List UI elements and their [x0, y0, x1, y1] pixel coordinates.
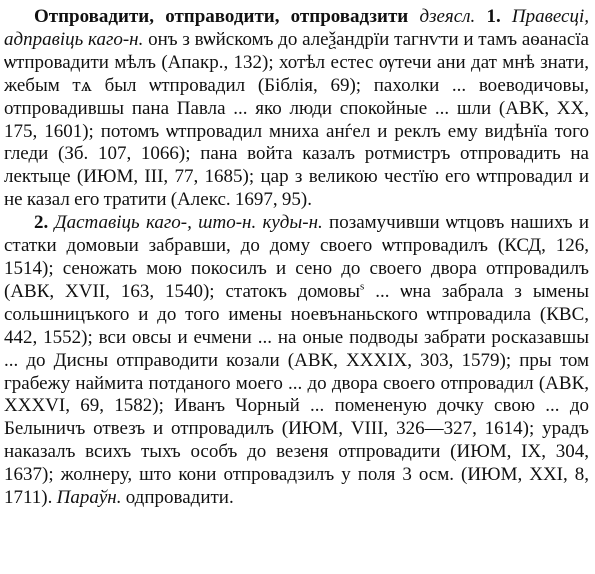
- part-of-speech: дзеясл.: [419, 6, 476, 27]
- sense-citations: онъ з вѡйскомъ до алеѯандрїи тагнѵти и тамъ аѳанасїа ѡтпровадити мѣлъ (Апакр., 132); хотѣл естес ѹтечи ани дат мнѣ знати, жебым тѧ был ѡтпровадил (Біблія, 69); пахолки ... воеводичовы, отпровадившы пана Павла ... яко люди спокойные ... шли (АВК, XX, 175, 1601); потомъ ѡтпровадил мниха анѓел и реклъ ему видѣнїа того гледи (Зб. 107, 1066); пана войта казалъ ротмистръ отпровадить на лектыце (ИЮМ, III, 77, 1685); цар з великою честїю его ѡтпровадил и не казал его тратити (Алекс. 1697, 95).: [4, 28, 589, 211]
- sense-citations-continued: ... ѡна забрала з ымены сольшницъкого и до того имены ноевънаньского ѡтпровадила (КВС, 442, 1552); вси овсы и ечмени ... на оные подводы забрати росказавшы ... до Дисны отправодити козали (АВК, XXXIX, 303, 1579); пры том грабежу наймита потданого моего ... до двора своего отпровадил (АВК, XXXVI, 69, 1582); Иванъ Чорный ... помененую дочку свою ... до Белыничъ отвезъ и отпровадилъ (ИЮМ, VIII, 326—327, 1614); урадъ наказалъ всихъ тыхъ особъ до везеня отпровадити (ИЮМ, IX, 304, 1637); жолнеру, што кони отпровадзилъ у поля 3 осм. (ИЮМ, XXI, 8, 1711).: [4, 280, 589, 509]
- entry-headword: Отпровадити, отправодити, отпровадзити: [34, 6, 409, 27]
- cross-reference-label: Параўн.: [56, 487, 122, 509]
- superscript-mark: s: [360, 280, 365, 293]
- cross-reference-text: одпровадити.: [121, 487, 234, 509]
- sense-number: 2.: [34, 212, 49, 234]
- dictionary-page: [4, 6, 589, 570]
- sense-number: 1.: [486, 6, 501, 27]
- sense-definition: Даставіць каго-, што-н. куды-н.: [54, 212, 323, 234]
- entry-sense-1: [4, 6, 589, 212]
- sense-citations: позамучивши ѡтцовъ нашихъ и статки домовыи забравши, до дому своего ѡтпровадилъ (КСД, 126, 1514); сеножать мою покосилъ и сено до своего двора отпровадилъ (АВК, XVII, 163, 1540); статокъ домовы: [4, 212, 589, 302]
- entry-sense-2: [4, 212, 589, 510]
- sense-definition: Правесці, адправіць каго-н.: [4, 6, 589, 50]
